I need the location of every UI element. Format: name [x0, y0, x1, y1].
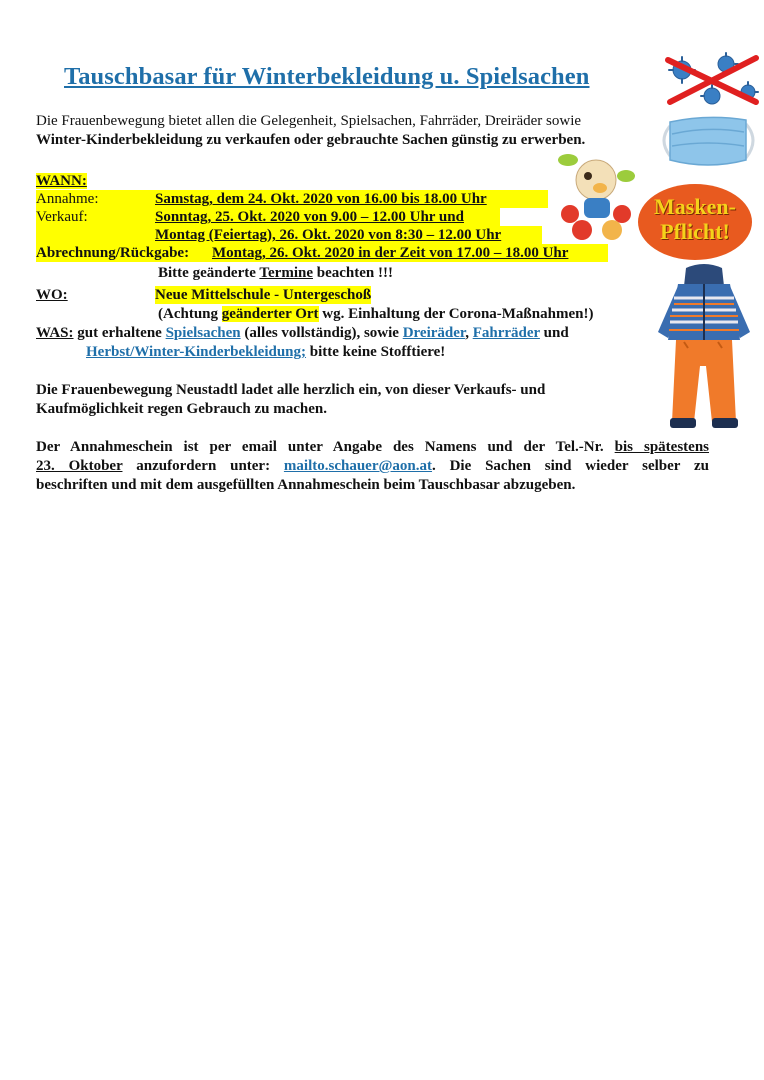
wo-label: WO: — [36, 287, 68, 303]
registration-line-2 — [36, 457, 709, 475]
herbst-winter-link[interactable]: Herbst/Winter-Kinderbekleidung; — [86, 344, 307, 360]
badge-text — [636, 194, 754, 244]
abrechnung-value: Montag, 26. Okt. 2020 in der Zeit von 17.00 – 18.00 Uhr — [212, 245, 569, 261]
registration-deadline-1: bis spätestens — [614, 439, 709, 455]
location-note-post: wg. Einhaltung der Corona-Maßnahmen!) — [318, 306, 594, 322]
what-und: und — [539, 325, 569, 341]
verkauf-label: Verkauf: — [36, 209, 88, 225]
location-note — [158, 305, 593, 323]
annahme-label: Annahme: — [36, 191, 99, 207]
what-mid: (alles vollständig), sowie — [240, 325, 403, 341]
verkauf-value-1: Sonntag, 25. Okt. 2020 von 9.00 – 12.00 Uhr und — [155, 209, 464, 225]
was-label: WAS: — [36, 325, 74, 341]
registration-line-3: beschriften und mit dem ausgefüllten Annahmeschein beim Tauschbasar abzugeben. — [36, 477, 576, 493]
registration-mid: anzufordern unter: — [122, 458, 284, 474]
termine-note — [158, 264, 393, 282]
registration-pre: Der Annahmeschein ist per email unter Angabe des Namens und der Tel.-Nr. — [36, 439, 604, 455]
email-link[interactable]: mailto.schauer@aon.at — [283, 458, 433, 474]
mask-mandatory-badge — [636, 182, 754, 262]
spielsachen-link[interactable]: Spielsachen — [165, 325, 241, 341]
registration-line-1 — [36, 438, 709, 456]
dreiraeder-link[interactable]: Dreiräder — [402, 325, 466, 341]
fahrraeder-link[interactable]: Fahrräder — [472, 325, 540, 341]
what-line-2 — [86, 343, 445, 361]
termine-note-post: beachten !!! — [312, 265, 393, 281]
annahme-value: Samstag, dem 24. Okt. 2020 von 16.00 bis 18.00 Uhr — [155, 191, 487, 207]
location-place: Neue Mittelschule - Untergeschoß — [155, 287, 372, 303]
page-title: Tauschbasar für Winterbekleidung u. Spielsachen — [64, 63, 590, 90]
abrechnung-label: Abrechnung/Rückgabe: — [36, 245, 190, 261]
invite-line-1: Die Frauenbewegung Neustadtl ladet alle herzlich ein, von dieser Verkaufs- und — [36, 382, 546, 398]
badge-line-1: Masken- — [654, 194, 736, 219]
intro-line-2: Winter-Kinderbekleidung zu verkaufen oder gebrauchte Sachen günstig zu erwerben. — [36, 132, 586, 148]
registration-post: . Die Sachen sind wieder selber zu — [432, 458, 709, 474]
termine-note-word: Termine — [259, 265, 313, 281]
schedule-heading — [36, 172, 87, 190]
location-note-highlight: geänderter Ort — [221, 306, 319, 322]
face-mask-icon — [656, 110, 760, 174]
kids-snowsuit-icon — [648, 262, 760, 434]
what-pre: gut erhaltene — [73, 325, 166, 341]
toy-figure-icon — [556, 150, 640, 242]
invite-line-2: Kaufmöglichkeit regen Gebrauch zu machen. — [36, 401, 327, 417]
what-line-1 — [36, 324, 569, 342]
badge-line-2: Pflicht! — [660, 219, 730, 244]
wann-label: WANN: — [36, 173, 87, 189]
registration-deadline-2: 23. Oktober — [36, 458, 123, 474]
corona-virus-crossed-icon — [664, 52, 760, 108]
what-comma: , — [465, 325, 473, 341]
intro-line-1: Die Frauenbewegung bietet allen die Gelegenheit, Spielsachen, Fahrräder, Dreiräder sowie — [36, 113, 582, 129]
termine-note-pre: Bitte geänderte — [158, 265, 260, 281]
location-note-pre: (Achtung — [158, 306, 222, 322]
verkauf-value-2: Montag (Feiertag), 26. Okt. 2020 von 8:30 – 12.00 Uhr — [155, 227, 502, 243]
what-end: bitte keine Stofftiere! — [306, 344, 446, 360]
